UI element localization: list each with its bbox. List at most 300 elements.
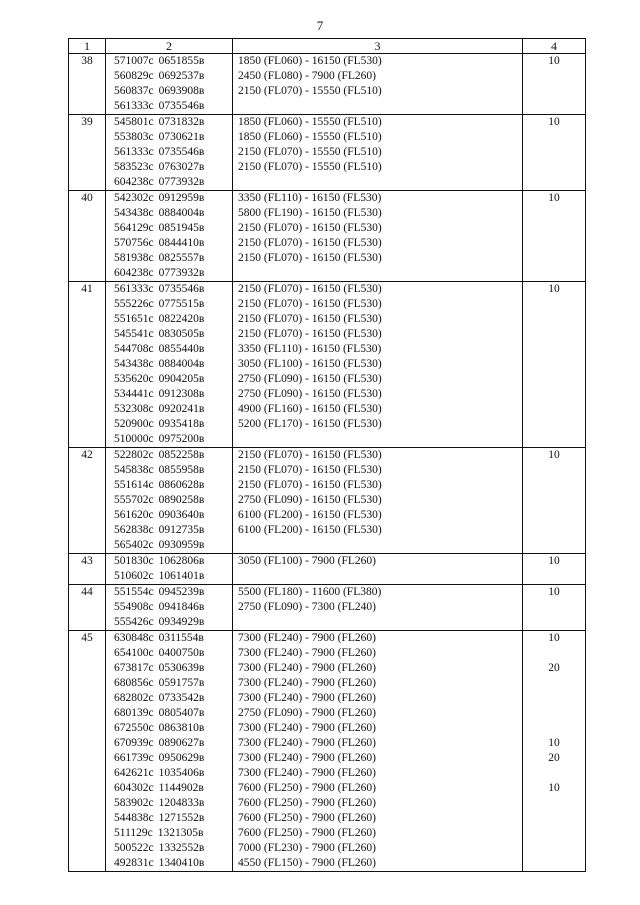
flight-level: 2150 (FL070) - 16150 (FL530) <box>238 313 382 325</box>
latitude: 520900c <box>114 418 154 430</box>
longitude: 0904205в <box>158 373 205 385</box>
coordinate-line <box>106 206 232 221</box>
longitude: 0884004в <box>158 358 205 370</box>
value <box>523 721 585 736</box>
longitude: 1062806в <box>158 555 205 567</box>
value <box>523 342 585 357</box>
coordinate-line <box>106 721 232 736</box>
flight-level: 7300 (FL240) - 7900 (FL260) <box>238 677 376 689</box>
longitude: 1321305в <box>157 827 204 839</box>
value <box>523 508 585 523</box>
coordinate-line <box>106 160 232 175</box>
latitude: 545838c <box>114 464 154 476</box>
value <box>523 84 585 99</box>
latitude: 544838c <box>114 812 154 824</box>
latitude: 680856c <box>114 677 154 689</box>
value <box>523 130 585 145</box>
longitude: 0530639в <box>158 662 205 674</box>
coordinates-cell <box>106 554 233 585</box>
longitude: 0805407в <box>158 707 205 719</box>
latitude: 680139c <box>114 707 154 719</box>
latitude: 553803c <box>114 131 154 143</box>
flight-level <box>233 266 522 281</box>
value <box>523 357 585 372</box>
row-number: 39 <box>69 115 106 191</box>
flight-level: 2750 (FL090) - 16150 (FL530) <box>238 373 382 385</box>
coordinate-line <box>106 236 232 251</box>
longitude: 0884004в <box>158 207 205 219</box>
value <box>523 402 585 417</box>
coordinate-line <box>106 191 232 206</box>
latitude: 532308c <box>114 403 154 415</box>
value <box>523 160 585 175</box>
page-number: 7 <box>316 18 324 33</box>
flight-level <box>233 99 522 114</box>
flight-level: 7600 (FL250) - 7900 (FL260) <box>238 797 376 809</box>
coordinate-line <box>106 342 232 357</box>
value <box>523 811 585 826</box>
latitude: 535620c <box>114 373 154 385</box>
longitude: 0912735в <box>158 524 205 536</box>
latitude: 555426c <box>114 616 154 628</box>
longitude: 0731832в <box>158 116 205 128</box>
latitude: 581938c <box>114 252 154 264</box>
coordinate-line <box>106 221 232 236</box>
longitude: 0735546в <box>158 283 205 295</box>
flight-level: 2150 (FL070) - 16150 (FL530) <box>238 328 382 340</box>
longitude: 0903640в <box>158 509 205 521</box>
longitude: 0934929в <box>158 616 205 628</box>
value <box>523 856 585 871</box>
coordinates-cell <box>106 631 233 872</box>
coordinate-line <box>106 69 232 84</box>
latitude: 545541c <box>114 328 154 340</box>
longitude: 0730621в <box>158 131 205 143</box>
value <box>523 69 585 84</box>
coordinate-line <box>106 130 232 145</box>
latitude: 551614c <box>114 479 154 491</box>
flight-level: 3050 (FL100) - 7900 (FL260) <box>238 555 376 567</box>
flight-level: 7000 (FL230) - 7900 (FL260) <box>238 842 376 854</box>
latitude: 551554c <box>114 586 154 598</box>
flight-level: 7300 (FL240) - 7900 (FL260) <box>238 632 376 644</box>
flight-levels-cell <box>233 282 523 448</box>
table-row <box>69 115 586 191</box>
longitude: 0735546в <box>158 100 205 112</box>
longitude: 0852258в <box>158 449 205 461</box>
flight-level: 2750 (FL090) - 16150 (FL530) <box>238 388 382 400</box>
longitude: 0935418в <box>158 418 205 430</box>
flight-level: 7600 (FL250) - 7900 (FL260) <box>238 812 376 824</box>
value <box>523 569 585 584</box>
longitude: 0735546в <box>158 146 205 158</box>
coordinate-line <box>106 585 232 600</box>
value <box>523 691 585 706</box>
value <box>523 236 585 251</box>
value <box>523 493 585 508</box>
coordinate-line <box>106 856 232 871</box>
coordinate-line <box>106 417 232 432</box>
longitude: 0773932в <box>158 176 205 188</box>
flight-level: 5800 (FL190) - 16150 (FL530) <box>238 207 382 219</box>
value-cell <box>523 282 586 448</box>
flight-level: 6100 (FL200) - 16150 (FL530) <box>238 524 382 536</box>
longitude: 0692537в <box>158 70 205 82</box>
flight-level: 4900 (FL160) - 16150 (FL530) <box>238 403 382 415</box>
coordinates-cell <box>106 448 233 554</box>
longitude: 0775515в <box>158 298 205 310</box>
table-row <box>69 631 586 872</box>
coordinate-line <box>106 646 232 661</box>
latitude: 571007c <box>114 55 154 67</box>
value <box>523 387 585 402</box>
flight-level: 2150 (FL070) - 16150 (FL530) <box>238 222 382 234</box>
value: 10 <box>548 192 560 204</box>
coordinate-line <box>106 145 232 160</box>
flight-level: 7300 (FL240) - 7900 (FL260) <box>238 722 376 734</box>
coordinate-line <box>106 796 232 811</box>
value <box>523 478 585 493</box>
table-row <box>69 554 586 585</box>
longitude: 1340410в <box>158 857 205 869</box>
flight-levels-cell <box>233 191 523 282</box>
longitude: 0400750в <box>158 647 205 659</box>
value-cell <box>523 554 586 585</box>
value <box>523 372 585 387</box>
coordinates-cell <box>106 115 233 191</box>
value <box>523 538 585 553</box>
longitude: 0912959в <box>158 192 205 204</box>
header-row <box>69 39 586 54</box>
longitude: 0975200в <box>158 433 205 445</box>
flight-level: 2150 (FL070) - 16150 (FL530) <box>238 252 382 264</box>
latitude: 561620c <box>114 509 154 521</box>
longitude: 0860628в <box>158 479 205 491</box>
coordinate-line <box>106 706 232 721</box>
value <box>523 206 585 221</box>
latitude: 565402c <box>114 539 154 551</box>
flight-levels-cell <box>233 448 523 554</box>
coordinate-line <box>106 478 232 493</box>
longitude: 0311554в <box>158 632 204 644</box>
latitude: 642621c <box>114 767 154 779</box>
value-cell <box>523 191 586 282</box>
longitude: 0844410в <box>158 237 205 249</box>
longitude: 0763027в <box>158 161 205 173</box>
coordinate-line <box>106 508 232 523</box>
flight-level: 2150 (FL070) - 16150 (FL530) <box>238 464 382 476</box>
value <box>523 676 585 691</box>
coordinate-line <box>106 387 232 402</box>
value-cell <box>523 448 586 554</box>
longitude: 0825557в <box>158 252 205 264</box>
flight-level <box>233 175 522 190</box>
table-row <box>69 54 586 115</box>
coordinate-line <box>106 99 232 114</box>
longitude: 0912308в <box>158 388 205 400</box>
coordinate-line <box>106 766 232 781</box>
coordinate-line <box>106 282 232 297</box>
header-col-3: 3 <box>233 39 523 54</box>
latitude: 570756c <box>114 237 154 249</box>
latitude: 522802c <box>114 449 154 461</box>
latitude: 534441c <box>114 388 154 400</box>
value: 10 <box>548 449 560 461</box>
longitude: 0941846в <box>158 601 205 613</box>
flight-level: 2150 (FL070) - 15550 (FL510) <box>238 161 382 173</box>
coordinate-line <box>106 538 232 553</box>
flight-level: 2150 (FL070) - 16150 (FL530) <box>238 479 382 491</box>
value <box>523 600 585 615</box>
coordinate-line <box>106 691 232 706</box>
flight-level: 2750 (FL090) - 7900 (FL260) <box>238 707 376 719</box>
flight-levels-cell <box>233 115 523 191</box>
row-number: 44 <box>69 585 106 631</box>
longitude: 0855958в <box>158 464 205 476</box>
flight-level: 7300 (FL240) - 7900 (FL260) <box>238 737 376 749</box>
flight-level: 2750 (FL090) - 16150 (FL530) <box>238 494 382 506</box>
value <box>523 646 585 661</box>
header-col-1: 1 <box>69 39 106 54</box>
longitude: 1332552в <box>158 842 205 854</box>
longitude: 1204833в <box>158 797 205 809</box>
flight-level: 7300 (FL240) - 7900 (FL260) <box>238 692 376 704</box>
value-cell <box>523 54 586 115</box>
latitude: 501830c <box>114 555 154 567</box>
longitude: 1271552в <box>158 812 205 824</box>
latitude: 661739c <box>114 752 154 764</box>
latitude: 583523c <box>114 161 154 173</box>
longitude: 0950629в <box>158 752 205 764</box>
coordinate-line <box>106 402 232 417</box>
flight-level: 1850 (FL060) - 15550 (FL510) <box>238 131 382 143</box>
coordinate-line <box>106 615 232 630</box>
row-number: 38 <box>69 54 106 115</box>
flight-levels-cell <box>233 54 523 115</box>
flight-level: 3050 (FL100) - 16150 (FL530) <box>238 358 382 370</box>
row-number: 41 <box>69 282 106 448</box>
flight-levels-cell <box>233 585 523 631</box>
value: 10 <box>548 586 560 598</box>
longitude: 1144902в <box>158 782 204 794</box>
coordinate-line <box>106 84 232 99</box>
flight-level <box>233 432 522 447</box>
coordinate-line <box>106 569 232 584</box>
coordinate-line <box>106 251 232 266</box>
coordinate-line <box>106 631 232 646</box>
value: 10 <box>548 782 560 794</box>
row-number: 40 <box>69 191 106 282</box>
longitude: 0830505в <box>158 328 205 340</box>
flight-level: 2150 (FL070) - 16150 (FL530) <box>238 449 382 461</box>
flight-level: 5500 (FL180) - 11600 (FL380) <box>238 586 382 598</box>
coordinate-line <box>106 554 232 569</box>
latitude: 561333c <box>114 100 154 112</box>
coordinate-line <box>106 781 232 796</box>
flight-level <box>233 615 522 630</box>
coordinate-line <box>106 115 232 130</box>
coordinates-cell <box>106 54 233 115</box>
flight-level: 2450 (FL080) - 7900 (FL260) <box>238 70 376 82</box>
latitude: 543438c <box>114 358 154 370</box>
latitude: 604238c <box>114 176 154 188</box>
longitude: 0733542в <box>158 692 205 704</box>
flight-level: 7300 (FL240) - 7900 (FL260) <box>238 662 376 674</box>
latitude: 654100c <box>114 647 154 659</box>
value <box>523 145 585 160</box>
flight-level: 7300 (FL240) - 7900 (FL260) <box>238 647 376 659</box>
value-cell <box>523 585 586 631</box>
longitude: 0591757в <box>158 677 205 689</box>
latitude: 561333c <box>114 283 154 295</box>
latitude: 604238c <box>114 267 154 279</box>
latitude: 555226c <box>114 298 154 310</box>
value <box>523 251 585 266</box>
latitude: 583902c <box>114 797 154 809</box>
flight-level: 1850 (FL060) - 16150 (FL530) <box>238 55 382 67</box>
coordinate-line <box>106 54 232 69</box>
latitude: 545801c <box>114 116 154 128</box>
latitude: 561333c <box>114 146 154 158</box>
latitude: 511129c <box>114 827 153 839</box>
coordinate-line <box>106 463 232 478</box>
longitude: 0822420в <box>158 313 205 325</box>
coordinate-line <box>106 736 232 751</box>
latitude: 630848c <box>114 632 154 644</box>
latitude: 554908c <box>114 601 154 613</box>
latitude: 500522c <box>114 842 154 854</box>
longitude: 0863810в <box>158 722 205 734</box>
coordinate-line <box>106 372 232 387</box>
flight-level <box>233 569 522 584</box>
value <box>523 175 585 190</box>
latitude: 542302c <box>114 192 154 204</box>
coordinate-line <box>106 826 232 841</box>
flight-level: 3350 (FL110) - 16150 (FL530) <box>238 192 382 204</box>
value <box>523 463 585 478</box>
value: 10 <box>548 55 560 67</box>
latitude: 555702c <box>114 494 154 506</box>
table-body <box>69 54 586 872</box>
coordinate-line <box>106 327 232 342</box>
flight-level: 2150 (FL070) - 16150 (FL530) <box>238 298 382 310</box>
latitude: 670939c <box>114 737 154 749</box>
latitude: 682802c <box>114 692 154 704</box>
table-row <box>69 585 586 631</box>
flight-levels-cell <box>233 554 523 585</box>
value <box>523 221 585 236</box>
routes-table <box>68 38 586 872</box>
coordinate-line <box>106 266 232 281</box>
coordinate-line <box>106 297 232 312</box>
coordinate-line <box>106 175 232 190</box>
coordinate-line <box>106 432 232 447</box>
header-col-4: 4 <box>523 39 586 54</box>
coordinates-cell <box>106 282 233 448</box>
value <box>523 826 585 841</box>
flight-level: 2150 (FL070) - 16150 (FL530) <box>238 237 382 249</box>
value: 10 <box>548 632 560 644</box>
latitude: 562838c <box>114 524 154 536</box>
value <box>523 297 585 312</box>
coordinate-line <box>106 600 232 615</box>
flight-level: 7300 (FL240) - 7900 (FL260) <box>238 767 376 779</box>
longitude: 0851945в <box>158 222 205 234</box>
value: 10 <box>548 555 560 567</box>
coordinate-line <box>106 357 232 372</box>
value: 10 <box>548 116 560 128</box>
longitude: 0930959в <box>158 539 205 551</box>
latitude: 672550c <box>114 722 154 734</box>
latitude: 544708c <box>114 343 154 355</box>
value: 20 <box>548 752 560 764</box>
flight-level: 2750 (FL090) - 7300 (FL240) <box>238 601 376 613</box>
flight-level: 6100 (FL200) - 16150 (FL530) <box>238 509 382 521</box>
coordinate-line <box>106 448 232 463</box>
latitude: 604302c <box>114 782 154 794</box>
longitude: 0855440в <box>158 343 205 355</box>
value <box>523 266 585 281</box>
flight-level: 7300 (FL240) - 7900 (FL260) <box>238 752 376 764</box>
row-number: 43 <box>69 554 106 585</box>
value <box>523 615 585 630</box>
latitude: 551651c <box>114 313 154 325</box>
value-cell <box>523 631 586 872</box>
header-col-2: 2 <box>106 39 233 54</box>
longitude: 0945239в <box>158 586 205 598</box>
coordinate-line <box>106 811 232 826</box>
latitude: 510000c <box>114 433 154 445</box>
flight-level: 7600 (FL250) - 7900 (FL260) <box>238 827 376 839</box>
value <box>523 432 585 447</box>
longitude: 0651855в <box>158 55 205 67</box>
value-cell <box>523 115 586 191</box>
value <box>523 706 585 721</box>
flight-level: 5200 (FL170) - 16150 (FL530) <box>238 418 382 430</box>
flight-levels-cell <box>233 631 523 872</box>
value <box>523 523 585 538</box>
coordinate-line <box>106 661 232 676</box>
table-row <box>69 282 586 448</box>
coordinate-line <box>106 493 232 508</box>
value <box>523 841 585 856</box>
value: 10 <box>548 737 560 749</box>
flight-level: 2150 (FL070) - 15550 (FL510) <box>238 85 382 97</box>
latitude: 492831c <box>114 857 154 869</box>
latitude: 543438c <box>114 207 154 219</box>
latitude: 510602c <box>114 570 154 582</box>
value <box>523 327 585 342</box>
value <box>523 99 585 114</box>
longitude: 1035406в <box>158 767 205 779</box>
longitude: 0920241в <box>158 403 205 415</box>
value <box>523 766 585 781</box>
latitude: 564129c <box>114 222 154 234</box>
row-number: 45 <box>69 631 106 872</box>
table-row <box>69 448 586 554</box>
flight-level: 4550 (FL150) - 7900 (FL260) <box>238 857 376 869</box>
flight-level: 7600 (FL250) - 7900 (FL260) <box>238 782 376 794</box>
flight-level: 2150 (FL070) - 16150 (FL530) <box>238 283 382 295</box>
latitude: 560829c <box>114 70 154 82</box>
latitude: 673817c <box>114 662 154 674</box>
coordinate-line <box>106 312 232 327</box>
value <box>523 796 585 811</box>
longitude: 0890258в <box>158 494 205 506</box>
row-number: 42 <box>69 448 106 554</box>
latitude: 560837c <box>114 85 154 97</box>
value: 20 <box>548 662 560 674</box>
